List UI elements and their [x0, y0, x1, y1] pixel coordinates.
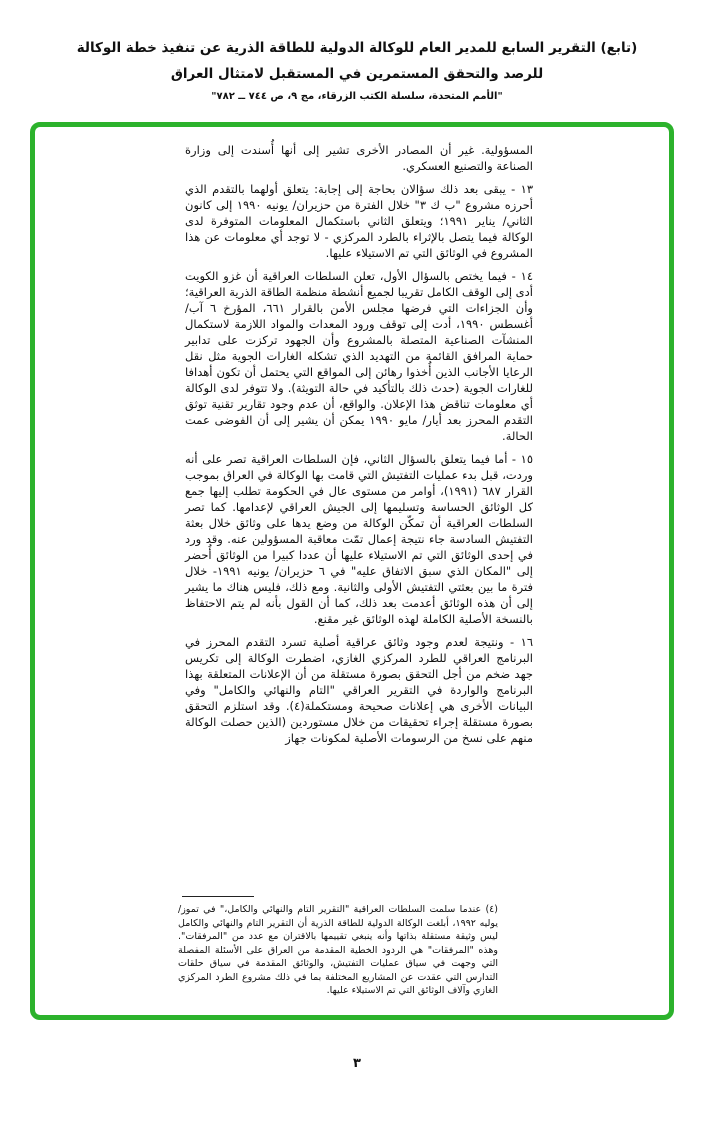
- page-number: ٣: [353, 1056, 361, 1071]
- footnote-divider: [182, 896, 254, 897]
- body-paragraph-15: ١٥ - أما فيما يتعلق بالسؤال الثاني، فإن السلطات العراقية تصر على أنه وردت، قبل بدء عمليات التفتيش التي قامت بها الوكالة في العراق بموجب القرار ٦٨٧ (١٩٩١)، أوامر من مستوى عال في الحكومة تطلب إليها جمع كل الوثائق الحساسة وتسليمها إلى الجيش العراقي لإعدامها. كما تصر السلطات العراقية أن تمكّن الوكالة من وضع يدها على وثائق خلال بعثة التفتيش السادسة جاء نتيجة إعمال تمّت معاقبة المسؤولين عنه. وقد ورد في إحدى الوثائق التي تم الاستيلاء عليها أن عددا كبيرا من الوثائق أُحضر إلى "المكان الذي سبق الاتفاق عليه" في ٦ حزيران/ يونيه ١٩٩١- خلال فترة ما بين بعثتي التفتيش الأولى والثانية. ومع ذلك، فليس هناك ما يشير إلى أن هذه الوثائق أعدمت بعد ذلك، كما أن القول بأنه لم يتم الاحتفاظ بالنسخة الأصلية الكاملة لهذه الوثائق غير مقنع.: [185, 452, 534, 626]
- document-header: [0, 40, 714, 102]
- body-paragraph-16: ١٦ - ونتيجة لعدم وجود وثائق عراقية أصلية تسرد التقدم المحرز في البرنامج العراقي للطرد المركزي الغازي، اضطرت الوكالة إلى تكريس جهد ضخم من أجل التحقق بصورة مستقلة من أن الإعلانات المتعلقة بهذا البرنامج والواردة في التقرير العراقي "التام والنهائي والكامل" وفي البيانات الأخرى هي إعلانات صحيحة ومستكملة(٤). وقد استلزم التحقق بصورة مستقلة إجراء تحقيقات من خلال مستوردين (الذين حصلت الوكالة منهم على نسخ من الرسومات الأصلية لمكونات جهاز: [185, 635, 533, 745]
- header-source-citation: "الأمم المتحدة، سلسلة الكتب الزرقاء، مج ٩، ص ٧٤٤ ــ ٧٨٢": [211, 91, 503, 103]
- footnote-text: (٤) عندما سلمت السلطات العراقية "التقرير التام والنهائي والكامل،" في تموز/ يوليه ١٩٩٢، أبلغت الوكالة الدولية للطاقة الذرية أن التقرير التام والنهائي والكامل ليس وثيقة مستقلة بذاتها وأنه ينبغي تقييمها بالاقتران مع عدد من "المرفقات". وهذه "المرفقات" هي الردود الخطية المقدمة من العراق على الأسئلة المفصلة التي وجهت في سياق عمليات التفتيش، والوثائق المقدمة في سياق حلقات التدارس التي عقدت عن المشاريع المختلفة بما في ذلك مشروع الطرد المركزي الغازي وآلاف الوثائق التي تم الاستيلاء عليها.: [178, 904, 498, 996]
- body-paragraph-13: ١٣ - يبقى بعد ذلك سؤالان بحاجة إلى إجابة: يتعلق أولهما بالتقدم الذي أحرزه مشروع "ب ك ٣" خلال الفترة من حزيران/ يونيه ١٩٩٠ إلى كانون الثاني/ يناير ١٩٩١؛ ويتعلق الثاني باستكمال المعلومات المتوفرة لدى الوكالة فيما يتصل بالإثراء بالطرد المركزي - لا توجد أي معلومات عن هذا المشروع في الوثائق التي تم الاستيلاء عليها.: [185, 182, 533, 260]
- header-title-line-1: (تابع) التقرير السابع للمدير العام للوكالة الدولية للطاقة الذرية عن تنفيذ خطة الوكالة: [76, 40, 638, 56]
- header-title-line-2: للرصد والتحقق المستمرين في المستقبل لامتثال العراق: [170, 66, 544, 83]
- body-paragraph-14: ١٤ - فيما يختص بالسؤال الأول، تعلن السلطات العراقية أن غزو الكويت أدى إلى الوقف الكامل تقريبا لجميع أنشطة منظمة الطاقة الذرية العراقية؛ وأن الجزاءات التي فرضها مجلس الأمن بالقرار ٦٦١، المؤرخ ٦ آب/ أغسطس ١٩٩٠، أدت إلى توقف ورود المعدات والمواد اللازمة لاستكمال المنشآت الصناعية المتصلة بالمشروع وأن الجهود تركزت على تدابير حماية المرافق القائمة من التهديد الذي تشكله الغارات الجوية مثل نقل الرعايا الأجانب الذين أُخذوا رهائن إلى المواقع التي يحتمل أن تكون أهدافا للغارات الجوية (حدث ذلك بالتأكيد في حالة التويثة). ولا تتوفر لدى الوكالة أي معلومات تناقض هذا الإعلان. والواقع، أن عدم وجود تقارير تقنية توثق التقدم المحرز بعد أيار/ مايو ١٩٩٠ يمكن أن يشير إلى أن الفوضى عمت الحالة.: [185, 269, 534, 443]
- body-paragraph-continuation: المسؤولية. غير أن المصادر الأخرى تشير إلى أنها أُسندت إلى وزارة الصناعة والتصنيع العسكري.: [185, 143, 533, 173]
- body-text-column: [185, 142, 533, 753]
